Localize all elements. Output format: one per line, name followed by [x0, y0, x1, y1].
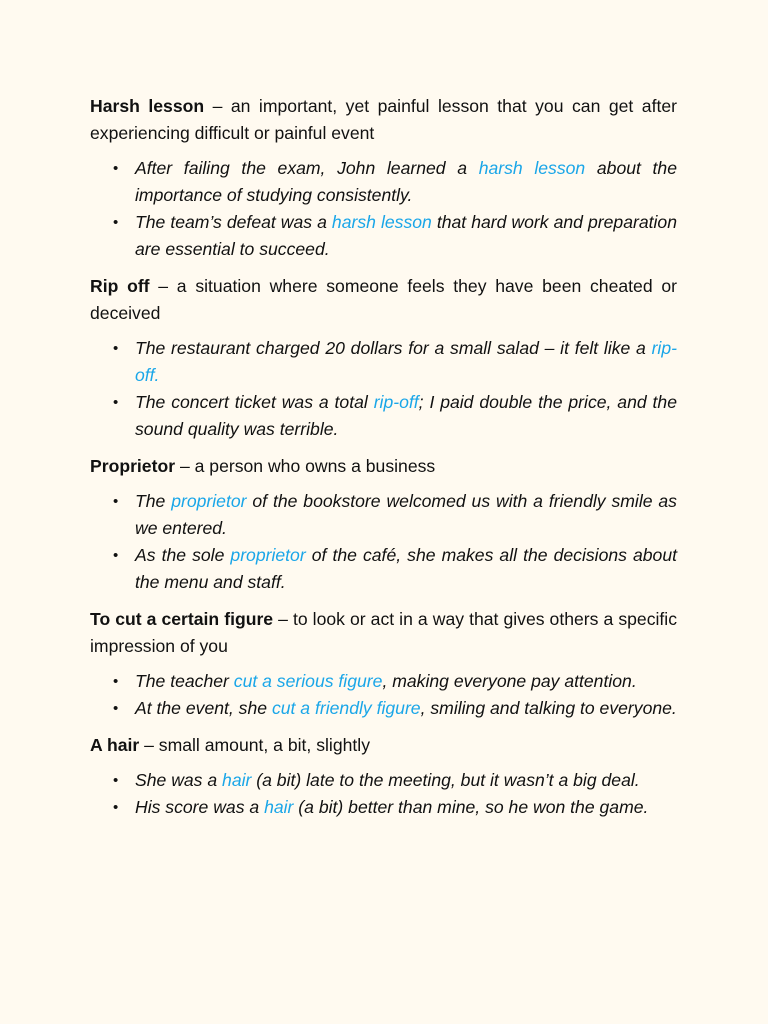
entry-proprietor	[90, 453, 677, 596]
example-item	[113, 209, 677, 263]
definition	[90, 606, 677, 660]
highlighted-phrase: proprietor	[171, 491, 247, 511]
example-list	[90, 767, 677, 821]
entry-a-hair	[90, 732, 677, 821]
example-item	[113, 794, 677, 821]
definition	[90, 93, 677, 147]
definition	[90, 732, 677, 759]
example-text: , making everyone pay attention.	[382, 671, 637, 691]
bullet-dot-icon: •	[113, 547, 119, 564]
highlighted-phrase: proprietor	[230, 545, 306, 565]
highlighted-phrase: hair	[222, 770, 252, 790]
example-item	[113, 335, 677, 389]
highlighted-phrase: harsh lesson	[331, 212, 432, 232]
example-item	[113, 389, 677, 443]
example-list	[90, 668, 677, 722]
bullet-dot-icon: •	[113, 493, 119, 510]
example-text: The restaurant charged 20 dollars for a small salad – it felt like a	[135, 338, 652, 358]
term: Proprietor	[90, 456, 176, 476]
highlighted-phrase: cut a serious figure	[233, 671, 383, 691]
definition-text: – a situation where someone feels they have been cheated or deceived	[90, 276, 677, 323]
term: To cut a certain figure	[90, 609, 274, 629]
definition	[90, 273, 677, 327]
example-item	[113, 668, 677, 695]
bullet-dot-icon: •	[113, 700, 119, 717]
highlighted-phrase: harsh lesson	[478, 158, 586, 178]
term: Rip off	[90, 276, 150, 296]
bullet-dot-icon: •	[113, 772, 119, 789]
example-item	[113, 767, 677, 794]
bullet-dot-icon: •	[113, 214, 119, 231]
entry-harsh-lesson	[90, 93, 677, 263]
example-text: She was a	[135, 770, 223, 790]
definition-text: – a person who owns a business	[175, 456, 436, 476]
highlighted-phrase: rip-off.	[135, 338, 677, 385]
example-text: of the café, she makes all the decisions about the menu and staff.	[135, 545, 677, 592]
example-text: of the bookstore welcomed us with a friendly smile as we entered.	[135, 491, 677, 538]
entry-rip-off	[90, 273, 677, 443]
example-text: The concert ticket was a total	[135, 392, 374, 412]
example-item	[113, 695, 677, 722]
example-text: As the sole	[135, 545, 231, 565]
example-text: The teacher	[135, 671, 234, 691]
definition-text: – to look or act in a way that gives others a specific impression of you	[90, 609, 677, 656]
bullet-dot-icon: •	[113, 799, 119, 816]
example-list	[90, 335, 677, 443]
highlighted-phrase: hair	[264, 797, 294, 817]
bullet-dot-icon: •	[113, 160, 119, 177]
entry-to-cut-a-certain-figure	[90, 606, 677, 722]
bullet-dot-icon: •	[113, 340, 119, 357]
example-text: (a bit) better than mine, so he won the game.	[293, 797, 649, 817]
example-item	[113, 155, 678, 209]
term: A hair	[90, 735, 140, 755]
definition-text: – small amount, a bit, slightly	[139, 735, 370, 755]
example-text: At the event, she	[135, 698, 272, 718]
example-text: that hard work and preparation are essential to succeed.	[135, 212, 677, 259]
example-text: His score was a	[135, 797, 265, 817]
example-list	[90, 155, 677, 263]
example-text: , smiling and talking to everyone.	[420, 698, 677, 718]
bullet-dot-icon: •	[113, 673, 119, 690]
example-text: ; I paid double the price, and the sound quality was terrible.	[135, 392, 677, 439]
bullet-dot-icon: •	[113, 394, 119, 411]
example-text: The team’s defeat was a	[135, 212, 332, 232]
definition-text: – an important, yet painful lesson that you can get after experiencing difficult or painful event	[90, 96, 678, 143]
highlighted-phrase: cut a friendly figure	[271, 698, 421, 718]
example-text: (a bit) late to the meeting, but it wasn’t a big deal.	[251, 770, 640, 790]
definition	[90, 453, 677, 480]
example-text: After failing the exam, John learned a	[135, 158, 479, 178]
example-item	[113, 542, 677, 596]
highlighted-phrase: rip-off	[373, 392, 419, 412]
term: Harsh lesson	[90, 96, 205, 116]
example-item	[113, 488, 677, 542]
example-list	[90, 488, 677, 596]
example-text: about the importance of studying consistently.	[135, 158, 678, 205]
example-text: The	[135, 491, 172, 511]
